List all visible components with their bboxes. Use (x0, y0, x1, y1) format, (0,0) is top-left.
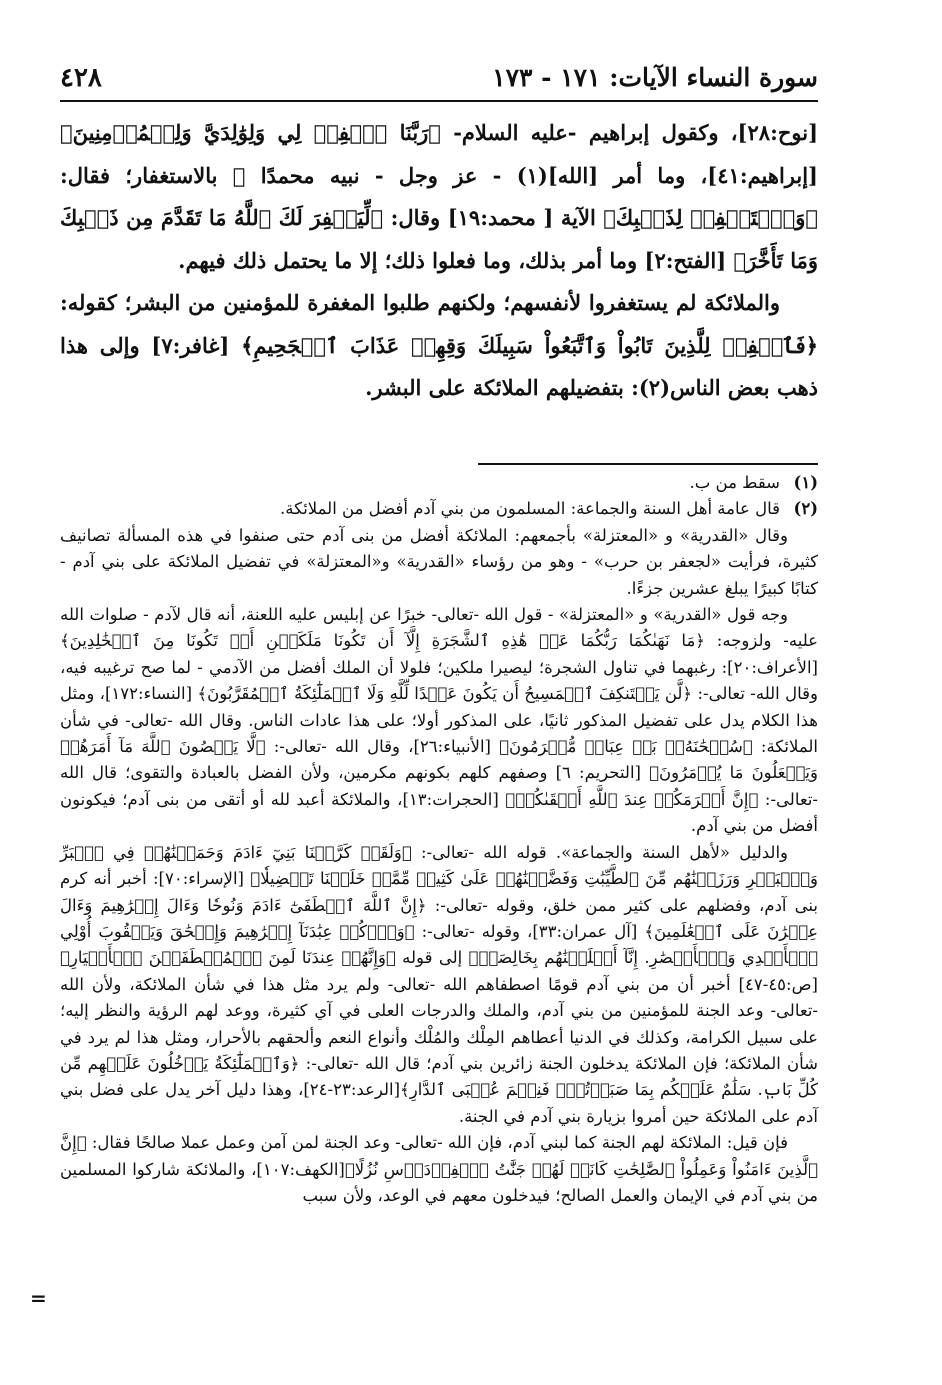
footnotes (60, 470, 818, 1209)
footnote-paragraph: وقال «القدرية» و «المعتزلة» بأجمعهم: الملائكة أفضل من بنى آدم حتى صنفوا في هذه المسألة تصانيف كثيرة، فرأيت «لجعفر بن حرب» - وهو من رؤساء «القدرية» و«المعتزلة» في تفضيل الملائكة على بني آدم - كتابًا كبيرًا يبلغ عشرين جزءًا. (60, 525, 818, 598)
footnote-text: سقط من ب. (689, 473, 780, 492)
footnote-text: قال عامة أهل السنة والجماعة: المسلمون من بني آدم أفضل من الملائكة. (280, 499, 780, 519)
footnote-paragraph: فإن قيل: الملائكة لهم الجنة كما لبني آدم، فإن الله -تعالى- وعد الجنة لمن آمن وعمل عملا صالحًا فقال: ﴿إِنَّ ٱلَّذِينَ ءَامَنُواْ وَعَمِلُواْ ٱلصَّٰلِحَٰتِ كَانَتۡ لَهُمۡ جَنَّٰتُ ٱلۡفِرۡدَوۡسِ نُزُلًا﴾[الكهف:١٠٧]، والملائكة شاركوا المسلمين من بني آدم في الإيمان والعمل الصالح؛ فيدخلون معهم في الوعد، ولأن سبب (60, 1133, 818, 1205)
footnote-paragraph: وجه قول «القدرية» و «المعتزلة» - قول الله -تعالى- خبرًا عن إبليس عليه اللعنة، أنه قال لآدم - صلوات الله عليه- ولزوجه: ﴿مَا نَهَىٰكُمَا رَبُّكُمَا عَنۡ هَٰذِهِ ٱلشَّجَرَةِ إِلَّآ أَن تَكُونَا مَلَكَيۡنِ أَوۡ تَكُونَا مِنَ ٱلۡخَٰلِدِينَ﴾ [الأعراف:٢٠]: رغبهما في تناول الشجرة؛ ليصيرا ملكين؛ فلولا أن الملك أفضل من الآدمي - لما صح ترغيبه فيه، وقال الله- تعالى-: ﴿لَّن يَسۡتَنكِفَ ٱلۡمَسِيحُ أَن يَكُونَ عَبۡدًا لِّلَّهِ وَلَا ٱلۡمَلَٰٓئِكَةُ ٱلۡمُقَرَّبُونَ﴾ [النساء:١٧٢]، ومثل هذا الكلام يدل على تفضيل المذكور ثانيًا، على المذكور أولا؛ على هذا عادات الناس. وقال الله -تعالى- في شأن الملائكة: ﴿سُبۡحَٰنَهُۥۚ بَلۡ عِبَادٞ مُّكۡرَمُونَ﴾ [الأنبياء:٢٦]، وقال الله -تعالى-: ﴿لَّا يَعۡصُونَ ٱللَّهَ مَآ أَمَرَهُمۡ وَيَفۡعَلُونَ مَا يُؤۡمَرُونَ﴾ [التحريم: ٦] وصفهم كلهم بكونهم مكرمين، ولأن الفضل بالعبادة والتقوى؛ قال الله -تعالى-: ﴿إِنَّ أَكۡرَمَكُمۡ عِندَ ٱللَّهِ أَتۡقَىٰكُمۡ﴾ [الحجرات:١٣]، والملائكة أعبد لله أو أتقى من بنى آدم؛ فيكونون أفضل من بني آدم. (60, 605, 818, 836)
main-text (60, 112, 818, 410)
header-rule (60, 100, 818, 102)
footnote-1 (60, 470, 818, 496)
footnote-2 (60, 496, 818, 522)
footnote-paragraph: والدليل «لأهل السنة والجماعة». قوله الله -تعالى-: ﴿وَلَقَدۡ كَرَّمۡنَا بَنِيٓ ءَادَمَ وَحَمَلۡنَٰهُمۡ فِي ٱلۡبَرِّ وَٱلۡبَحۡرِ وَرَزَقۡنَٰهُم مِّنَ ٱلطَّيِّبَٰتِ وَفَضَّلۡنَٰهُمۡ عَلَىٰ كَثِيرٖ مِّمَّنۡ خَلَقۡنَا تَفۡضِيلٗا﴾ [الإسراء:٧٠]: أخبر أنه كرم بنى آدم، وفضلهم على كثير ممن خلق، وقوله -تعالى-: ﴿إِنَّ ٱللَّهَ ٱصۡطَفَىٰٓ ءَادَمَ وَنُوحٗا وَءَالَ إِبۡرَٰهِيمَ وَءَالَ عِمۡرَٰنَ عَلَى ٱلۡعَٰلَمِينَ﴾ [آل عمران:٣٣]، وقوله -تعالى-: ﴿وَٱذۡكُرۡ عِبَٰدَنَآ إِبۡرَٰهِيمَ وَإِسۡحَٰقَ وَيَعۡقُوبَ أُوْلِي ٱلۡأَيۡدِي وَٱلۡأَبۡصَٰرِ. إِنَّآ أَخۡلَصۡنَٰهُم بِخَالِصَةٖ﴾ إلى قوله ﴿وَإِنَّهُمۡ عِندَنَا لَمِنَ ٱلۡمُصۡطَفَيۡنَ ٱلۡأَخۡيَارِ﴾ [ص:٤٥-٤٧] أخبر أن من بني آدم قومًا اصطفاهم الله -تعالى- ولم يرد مثل هذا في شأن الملائكة، ولأن الله -تعالى- وعد الجنة للمؤمنين من بني آدم، والملك والدرجات العلى في آي كثيرة، ووعد لهم الرؤية والنظر إليه؛ على سبيل الكرامة، وكذلك في الدنيا أعطاهم المِلْك والمُلْك وأنواع النعم وألحقهم بالأحرار، ومثل هذا لم يرد في شأن الملائكة؛ فإن الملائكة يدخلون الجنة زائرين بني آدم؛ قال الله -تعالى-: ﴿وَٱلۡمَلَٰٓئِكَةُ يَدۡخُلُونَ عَلَيۡهِم مِّن كُلِّ بَابٖ. سَلَٰمٌ عَلَيۡكُم بِمَا صَبَرۡتُمۡۚ فَنِعۡمَ عُقۡبَى ٱلدَّارِ﴾[الرعد:٢٣-٢٤]، وهذا دليل آخر يدل على فضل بني آدم على الملائكة حين أمروا بزيارة بني آدم في الجنة. (60, 842, 819, 1126)
footnote-marker: (١) (793, 473, 818, 492)
page-header (60, 56, 818, 98)
footnote-rule (478, 463, 818, 465)
margin-continuation-mark: = (30, 1286, 47, 1310)
running-title: سورة النساء الآيات: ١٧١ - ١٧٣ (492, 63, 818, 92)
main-paragraph: [نوح:٢٨]، وكقول إبراهيم -عليه السلام- ﴿رَبَّنَا ٱغۡفِرۡ لِي وَلِوَٰلِدَيَّ وَلِلۡمُؤۡمِنِينَ﴾ [إبراهيم:٤١]، وما أمر [الله](١) - عز وجل - نبيه محمدًا ﷺ بالاستغفار؛ فقال: ﴿وَٱسۡتَغۡفِرۡ لِذَنۢبِكَ﴾ الآية [ محمد:١٩] وقال: ﴿لِّيَغۡفِرَ لَكَ ٱللَّهُ مَا تَقَدَّمَ مِن ذَنۢبِكَ وَمَا تَأَخَّرَ﴾ [الفتح:٢] وما أمر بذلك، وما فعلوا ذلك؛ إلا ما يحتمل ذلك فيهم. (60, 120, 818, 273)
main-paragraph: والملائكة لم يستغفروا لأنفسهم؛ ولكنهم طلبوا المغفرة للمؤمنين من البشر؛ كقوله: ﴿فَٱغۡفِرۡ لِلَّذِينَ تَابُواْ وَٱتَّبَعُواْ سَبِيلَكَ وَقِهِمۡ عَذَابَ ٱلۡجَحِيمِ﴾ [غافر:٧] وإلى هذا ذهب بعض الناس(٢): بتفضيلهم الملائكة على البشر. (60, 290, 818, 400)
footnote-marker: (٢) (793, 499, 818, 519)
page-number: ٤٢٨ (60, 63, 102, 93)
